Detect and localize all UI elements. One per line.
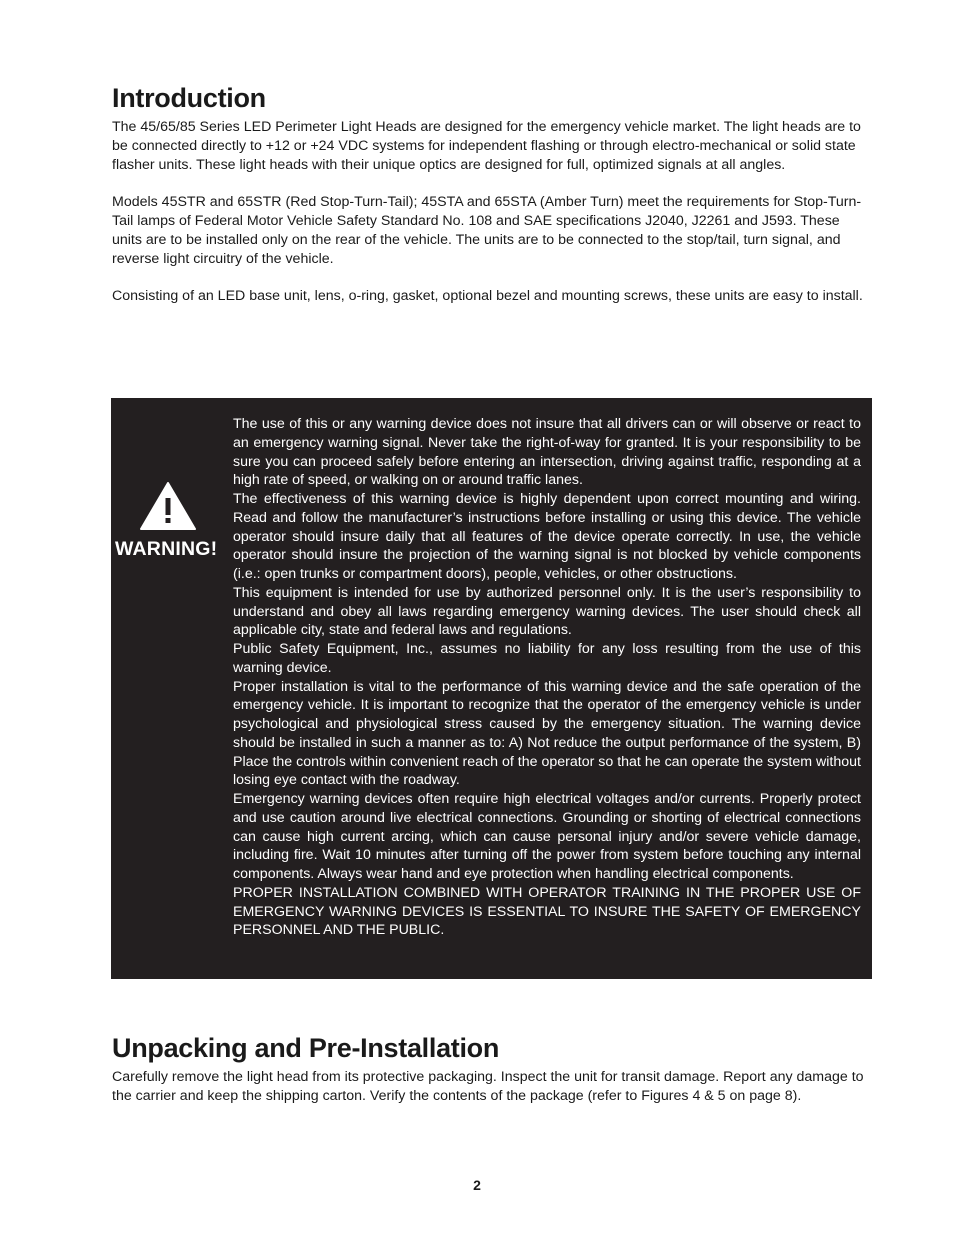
warning-paragraph: The effectiveness of this warning device is highly dependent upon correct mounting and wiring. Read and follow the manufacturer’s instructions before installing or using this device. The vehicle operator should insure daily that all features of the device operate correctly. In use, the vehicle operator should insure the projection of the warning signal is not blocked by vehicle components (i.e.: open trunks or compartment doors), people, vehicles, or other obstructions. — [233, 491, 861, 582]
introduction-heading: Introduction — [112, 83, 266, 113]
unpacking-paragraph: Carefully remove the light head from its protective packaging. Inspect the unit for transit damage. Report any damage to the carrier and keep the shipping carton. Verify the contents of the package (refer to Figures 4 & 5 on page 8). — [112, 1069, 864, 1104]
warning-paragraph: Public Safety Equipment, Inc., assumes no liability for any loss resulting from the use of this warning device. — [233, 641, 861, 676]
unpacking-body — [112, 1068, 870, 1106]
introduction-paragraph: Consisting of an LED base unit, lens, o-ring, gasket, optional bezel and mounting screws, these units are easy to install. — [112, 288, 863, 305]
warning-label: WARNING! — [115, 538, 218, 560]
page-number: 2 — [473, 1177, 481, 1193]
introduction-paragraph: Models 45STR and 65STR (Red Stop-Turn-Tail); 45STA and 65STA (Amber Turn) meet the requirements for Stop-Turn-Tail lamps of Federal Motor Vehicle Safety Standard No. 108 and SAE specifications J2040, J2261 and J593. These units are to be installed only on the rear of the vehicle. The units are to be connected to the stop/tail, turn signal, and reverse light circuitry of the vehicle. — [112, 194, 862, 267]
warning-paragraph: Emergency warning devices often require high electrical voltages and/or currents. Properly protect and use caution around live electrical connections. Grounding or shorting of electrical connections can cause high current arcing, which can cause personal injury and/or severe vehicle damage, including fire. Wait 10 minutes after turning off the power from system before touching any internal components. Always wear hand and eye protection when handling electrical components. — [233, 791, 861, 882]
warning-paragraph: This equipment is intended for use by authorized personnel only. It is the user’s responsibility to understand and obey all laws regarding emergency warning devices. The user should check all applicable city, state and federal laws and regulations. — [233, 584, 861, 639]
warning-triangle-icon — [139, 481, 197, 531]
warning-paragraph: PROPER INSTALLATION COMBINED WITH OPERATOR TRAINING IN THE PROPER USE OF EMERGENCY WARNING DEVICES IS ESSENTIAL TO INSURE THE SAFETY OF EMERGENCY PERSONNEL AND THE PUBLIC. — [233, 884, 861, 939]
introduction-paragraph: The 45/65/85 Series LED Perimeter Light Heads are designed for the emergency vehicle market. The light heads are to be connected directly to +12 or +24 VDC systems for independent flashing or through electro-mechanical or solid state flasher units. These light heads with their unique optics are designed for full, optimized signals at all angles. — [112, 119, 861, 173]
warning-paragraph: The use of this or any warning device does not insure that all drivers can or will observe or react to an emergency warning signal. Never take the right-of-way for granted. It is your responsibility to be sure you can proceed safely before entering an intersection, driving against traffic, responding at a high rate of speed, or walking on or around traffic lanes. — [233, 416, 861, 489]
warning-box — [111, 398, 872, 979]
warning-text — [233, 415, 861, 940]
unpacking-heading: Unpacking and Pre-Installation — [112, 1033, 500, 1063]
warning-paragraph: Proper installation is vital to the performance of this warning device and the safe operation of the emergency vehicle. It is important to recognize that the operator of the emergency vehicle is under psychological and physiological stress caused by the emergency situation. The warning device should be installed in such a manner as to: A) Not reduce the output performance of the system, B) Place the controls within convenient reach of the operator so that he can operate the system without losing eye contact with the roadway. — [233, 678, 861, 789]
introduction-body — [112, 118, 864, 325]
